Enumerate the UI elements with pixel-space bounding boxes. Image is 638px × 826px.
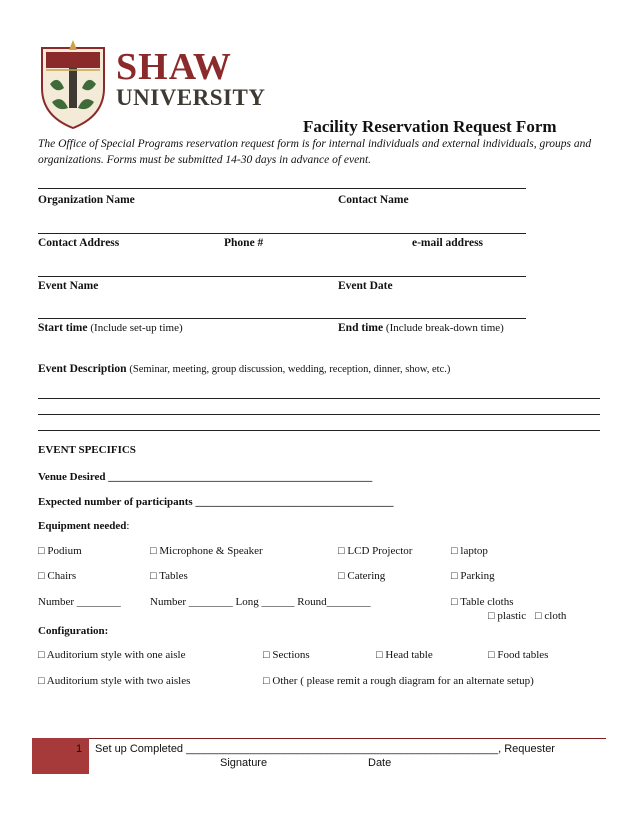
contact-name-label: Contact Name (338, 194, 409, 206)
start-time-note: (Include set-up time) (90, 322, 183, 334)
time-line[interactable] (38, 318, 526, 319)
configuration-label: Configuration: (38, 625, 109, 637)
university-logo (38, 38, 268, 134)
start-time-label: Start time (38, 322, 88, 334)
head-table-checkbox[interactable]: □ Head table (376, 649, 433, 661)
event-name-line[interactable] (38, 276, 526, 277)
university-seal-icon (38, 38, 108, 130)
signature-caption: Signature (220, 757, 268, 769)
contact-address-line[interactable] (38, 233, 526, 234)
equipment-needed-colon: : (126, 520, 130, 532)
event-description-group (38, 363, 450, 375)
equipment-needed-label (38, 520, 129, 532)
logo-line-shaw: SHAW (116, 46, 232, 88)
end-time-group (338, 322, 504, 334)
sections-checkbox[interactable]: □ Sections (263, 649, 310, 661)
date-caption: Date (368, 757, 392, 769)
form-intro: The Office of Special Programs reservation request form is for internal individuals and external individuals, groups and organizations. Forms must be submitted 14-30 days in advance of event. (38, 138, 592, 166)
description-line-1[interactable] (38, 398, 600, 399)
event-description-note: (Seminar, meeting, group discussion, wedding, reception, dinner, show, etc.) (129, 364, 451, 375)
logo-line-university: UNIVERSITY (116, 85, 266, 110)
event-specifics-heading: EVENT SPECIFICS (38, 444, 136, 456)
footer-page-number: 1 (76, 743, 83, 755)
tables-checkbox[interactable]: □ Tables (150, 570, 188, 582)
chairs-checkbox[interactable]: □ Chairs (38, 570, 77, 582)
event-date-label: Event Date (338, 280, 393, 292)
end-time-note: (Include break-down time) (385, 322, 504, 334)
event-description-label: Event Description (38, 363, 127, 375)
description-line-3[interactable] (38, 430, 600, 431)
description-line-2[interactable] (38, 414, 600, 415)
organization-name-label: Organization Name (38, 194, 135, 206)
contact-address-label: Contact Address (38, 237, 120, 249)
tables-number-field[interactable]: Number ________ Long ______ Round________ (150, 596, 371, 608)
organization-line[interactable] (38, 188, 526, 189)
cloth-checkbox[interactable]: □ cloth (535, 610, 567, 622)
event-name-label: Event Name (38, 280, 99, 292)
start-time-group (38, 322, 183, 334)
plastic-checkbox[interactable]: □ plastic (488, 610, 527, 622)
equipment-needed-text: Equipment needed (38, 520, 127, 532)
chairs-number-field[interactable]: Number ________ (38, 596, 121, 608)
auditorium-two-aisles-checkbox[interactable]: □ Auditorium style with two aisles (38, 675, 191, 687)
form-title: Facility Reservation Request Form (303, 117, 557, 136)
footer-divider (32, 738, 606, 739)
venue-desired-field[interactable]: Venue Desired ________________________________________________ (38, 471, 373, 483)
microphone-checkbox[interactable]: □ Microphone & Speaker (150, 545, 263, 557)
catering-checkbox[interactable]: □ Catering (338, 570, 386, 582)
other-setup-checkbox[interactable]: □ Other ( please remit a rough diagram for an alternate setup) (263, 675, 534, 687)
table-cloths-checkbox[interactable]: □ Table cloths (451, 596, 514, 608)
lcd-projector-checkbox[interactable]: □ LCD Projector (338, 545, 413, 557)
phone-label: Phone # (224, 237, 264, 249)
podium-checkbox[interactable]: □ Podium (38, 545, 82, 557)
parking-checkbox[interactable]: □ Parking (451, 570, 495, 582)
auditorium-one-aisle-checkbox[interactable]: □ Auditorium style with one aisle (38, 649, 186, 661)
email-label: e-mail address (412, 237, 484, 249)
end-time-label: End time (338, 322, 384, 334)
setup-completed-field[interactable]: Set up Completed ___________________________________________________, Requester (95, 743, 555, 755)
participants-field[interactable]: Expected number of participants ____________________________________ (38, 496, 394, 508)
food-tables-checkbox[interactable]: □ Food tables (488, 649, 549, 661)
laptop-checkbox[interactable]: □ laptop (451, 545, 488, 557)
